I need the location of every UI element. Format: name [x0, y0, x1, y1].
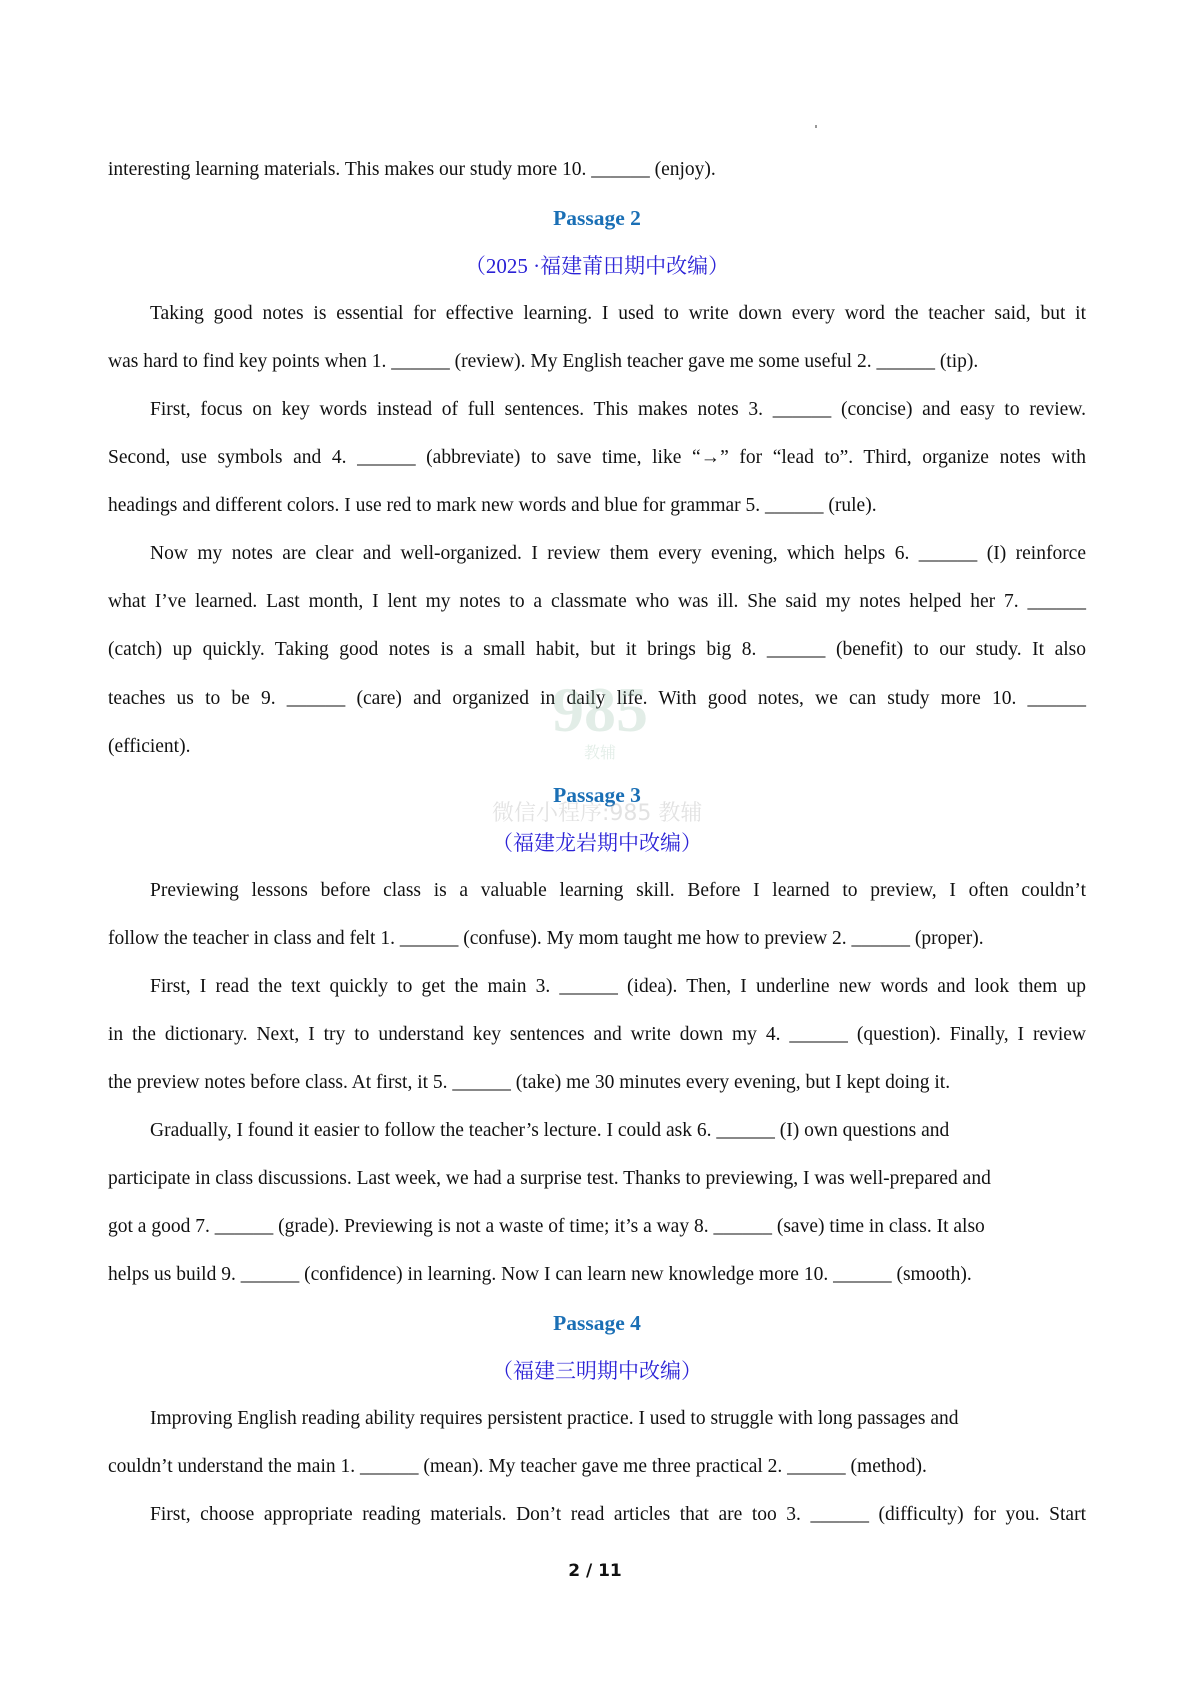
passage-source: （2025 ·福建莆田期中改编）: [464, 254, 730, 279]
passage-title: Passage 2: [553, 206, 641, 231]
text-line: (catch) up quickly. Taking good notes is a small habit, but it brings big 8. ______ (benefit) to our study. It also: [108, 639, 1086, 661]
text-line: First, focus on key words instead of full sentences. This makes notes 3. ______ (concise) and easy to review.: [150, 399, 1086, 421]
text-line: First, I read the text quickly to get the main 3. ______ (idea). Then, I underline new words and look them up: [150, 975, 1086, 997]
text-line: headings and different colors. I use red to mark new words and blue for grammar 5. ______ (rule).: [108, 495, 877, 517]
watermark-sub: 教辅: [583, 745, 616, 762]
passage-title: Passage 3: [553, 782, 641, 807]
text-line: participate in class discussions. Last week, we had a surprise test. Thanks to previewing, I was well-prepared and: [108, 1167, 991, 1189]
passage-source: （福建三明期中改编）: [492, 1359, 702, 1384]
passage-source: （福建龙岩期中改编）: [492, 830, 702, 855]
passage-title: Passage 4: [553, 1311, 641, 1336]
text-line: (efficient).: [108, 735, 191, 757]
text-line: in the dictionary. Next, I try to understand key sentences and write down my 4. ______ (question). Finally, I review: [108, 1023, 1086, 1045]
text-line: got a good 7. ______ (grade). Previewing is not a waste of time; it’s a way 8. ______ (save) time in class. It also: [108, 1216, 985, 1238]
page-number: 2 / 11: [568, 1561, 622, 1581]
text-line: Improving English reading ability requires persistent practice. I used to struggle with long passages and: [150, 1408, 959, 1430]
text-line: First, choose appropriate reading materials. Don’t read articles that are too 3. ______ (difficulty) for you. Start: [150, 1504, 1086, 1526]
watermark-caption: 微信小程序:985 教辅: [492, 801, 703, 826]
text-line: helps us build 9. ______ (confidence) in learning. Now I can learn new knowledge more 10. ______ (smooth).: [108, 1264, 972, 1286]
text-line: couldn’t understand the main 1. ______ (mean). My teacher gave me three practical 2. ______ (method).: [108, 1456, 927, 1478]
text-line: follow the teacher in class and felt 1. ______ (confuse). My mom taught me how to preview 2. ______ (proper).: [108, 927, 984, 949]
text-line: teaches us to be 9. ______ (care) and organized in daily life. With good notes, we can study more 10. ______: [108, 687, 1086, 709]
text-line: Now my notes are clear and well-organized. I review them every evening, which helps 6. ______ (I) reinforce: [150, 543, 1086, 565]
text-line: the preview notes before class. At first, it 5. ______ (take) me 30 minutes every evening, but I kept doing it.: [108, 1071, 951, 1093]
text-line: Second, use symbols and 4. ______ (abbreviate) to save time, like “→” for “lead to”. Third, organize notes with: [108, 447, 1086, 469]
text-line: Taking good notes is essential for effective learning. I used to write down every word the teacher said, but it: [150, 303, 1086, 325]
watermark-number: 985: [552, 674, 648, 745]
text-line: Gradually, I found it easier to follow the teacher’s lecture. I could ask 6. ______ (I) own questions and: [150, 1119, 950, 1141]
document-body: [108, 146, 1086, 1539]
text-line: Previewing lessons before class is a valuable learning skill. Before I learned to preview, I often couldn’t: [150, 879, 1086, 901]
speck: [815, 125, 817, 128]
text-line: was hard to find key points when 1. ______ (review). My English teacher gave me some useful 2. ______ (tip).: [108, 351, 979, 373]
text-line: interesting learning materials. This makes our study more 10. ______ (enjoy).: [108, 159, 716, 180]
text-line: what I’ve learned. Last month, I lent my notes to a classmate who was ill. She said my notes helped her 7. ______: [108, 591, 1086, 613]
